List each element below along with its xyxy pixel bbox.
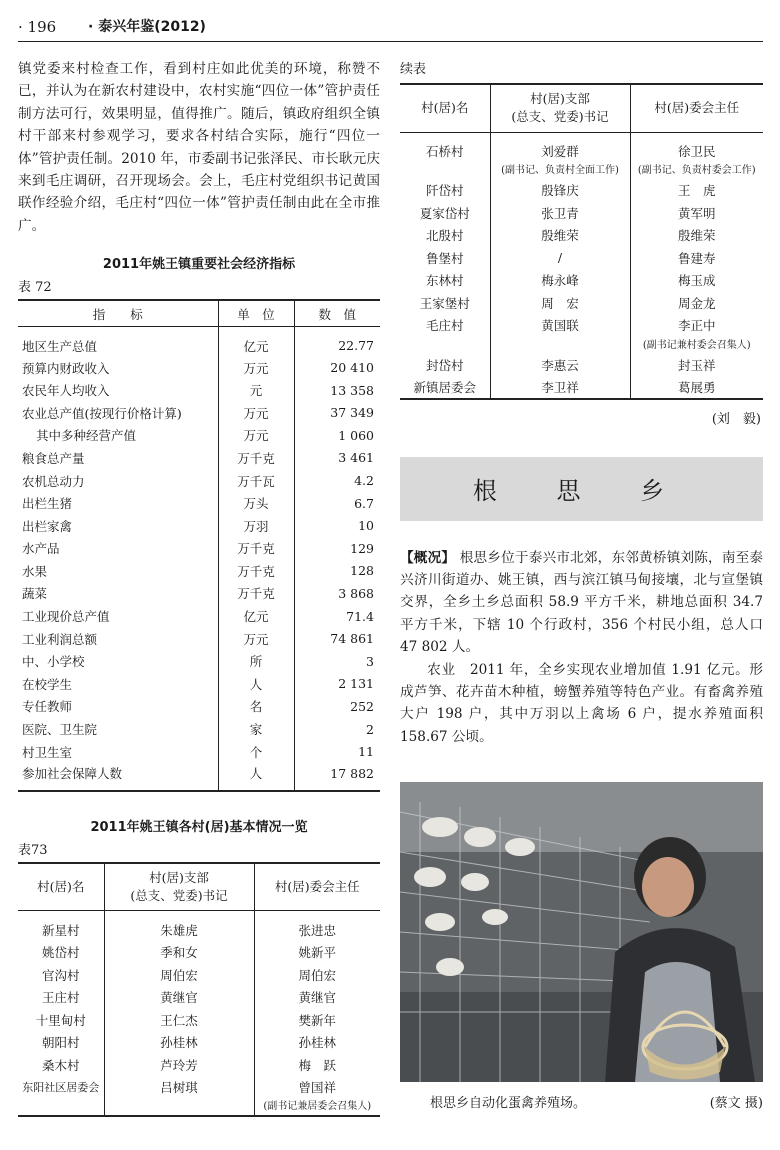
committee-director: 梅 跃 xyxy=(298,1057,336,1073)
indicator-name: 出栏生猪 xyxy=(22,496,73,512)
table73 xyxy=(18,862,380,1118)
page-number: · 196 xyxy=(18,18,57,36)
left-column xyxy=(18,58,380,1117)
committee-director: 梅玉成 xyxy=(677,273,716,289)
indicator-name: 在校学生 xyxy=(22,676,73,692)
indicator-name: 其中多种经营产值 xyxy=(36,428,137,444)
section-title: 根 思 乡 xyxy=(400,457,763,521)
village-name: 石桥村 xyxy=(425,144,464,160)
indicator-value: 71.4 xyxy=(346,608,374,624)
village-name: 新镇居委会 xyxy=(400,376,490,399)
party-secretary: 芦玲芳 xyxy=(104,1053,254,1076)
party-secretary: 吕树琪 xyxy=(104,1076,254,1099)
table72-row xyxy=(18,673,380,696)
indicator-name: 工业现价总产值 xyxy=(22,609,110,625)
party-secretary: 朱雄虎 xyxy=(104,911,254,941)
indicator-name: 工业利润总额 xyxy=(22,631,98,647)
page-header xyxy=(18,12,763,42)
table72-row xyxy=(18,401,380,424)
committee-director: (副书记兼村委会召集人) xyxy=(642,339,751,351)
village-name: 东林村 xyxy=(425,273,464,289)
indicator-value: 17 882 xyxy=(294,763,380,791)
indicator-name: 中、小学校 xyxy=(22,654,85,670)
party-secretary: 李惠云 xyxy=(490,354,630,377)
indicator-unit: 万头 xyxy=(218,492,294,515)
agriculture-tag: 农业 xyxy=(427,661,456,678)
indicator-value: 37 349 xyxy=(330,405,374,421)
table72-row xyxy=(18,627,380,650)
indicator-name: 蔬菜 xyxy=(22,586,48,602)
overview-tag: 【概况】 xyxy=(400,549,456,566)
party-secretary: / xyxy=(490,247,630,270)
village-name: 王家堡村 xyxy=(419,295,470,311)
table73-header-village: 村(居)名 xyxy=(18,863,104,911)
cont-header-secretary xyxy=(490,84,630,132)
village-name: 封岱村 xyxy=(425,357,464,373)
table73-header-secretary-line2: (总支、党委)书记 xyxy=(130,888,228,904)
table72-row xyxy=(18,514,380,537)
table73-row xyxy=(18,1076,380,1099)
committee-director: 姚新平 xyxy=(298,945,336,961)
committee-director: 黄军明 xyxy=(677,205,716,221)
village-name xyxy=(400,337,490,354)
village-name: 夏家岱村 xyxy=(419,205,470,221)
indicator-value: 10 xyxy=(358,518,374,534)
indicator-unit: 家 xyxy=(218,718,294,741)
committee-director: 樊新年 xyxy=(298,1012,336,1028)
indicator-name: 预算内财政收入 xyxy=(22,360,110,376)
table73-row xyxy=(18,986,380,1009)
village-name-empty xyxy=(18,1098,104,1116)
table72-row xyxy=(18,718,380,741)
cont-row xyxy=(400,292,763,315)
indicator-unit: 万千克 xyxy=(218,447,294,470)
party-secretary: 周 宏 xyxy=(490,292,630,315)
indicator-value: 6.7 xyxy=(354,495,374,511)
table72-row xyxy=(18,356,380,379)
cont-note-row xyxy=(400,162,763,179)
indicator-name: 专任教师 xyxy=(22,699,73,715)
indicator-value: 22.77 xyxy=(338,338,374,353)
cont-row xyxy=(400,314,763,337)
table72-row xyxy=(18,424,380,447)
indicator-value: 20 410 xyxy=(330,360,374,376)
indicator-value: 252 xyxy=(350,698,374,714)
committee-director: 曾国祥 xyxy=(298,1080,336,1096)
agriculture-text: 2011 年，全乡实现农业增加值 1.91 亿元。形成芦笋、花卉苗木种植，螃蟹养殖等特色产业。有畜禽养殖大户 198 户，其中万羽以上禽场 6 户，提水养殖面积 158.67 公顷。 xyxy=(400,661,764,745)
agriculture-paragraph xyxy=(400,659,763,749)
indicator-value: 3 xyxy=(366,653,374,669)
indicator-unit: 人 xyxy=(218,673,294,696)
village-name: 桑木村 xyxy=(41,1057,80,1073)
table72-header-indicator: 指 标 xyxy=(18,300,218,326)
table73-row xyxy=(18,1008,380,1031)
committee-director: (副书记、负责村委会工作) xyxy=(637,165,756,176)
party-secretary xyxy=(490,337,630,354)
village-name: 姚岱村 xyxy=(41,945,80,961)
right-column xyxy=(400,58,763,748)
village-name: 十里甸村 xyxy=(35,1012,86,1028)
village-name: 鲁堡村 xyxy=(425,250,464,266)
cont-row xyxy=(400,202,763,225)
cont-row xyxy=(400,224,763,247)
cont-row xyxy=(400,179,763,202)
continued-label: 续表 xyxy=(400,62,427,77)
table73-block xyxy=(18,816,380,1118)
photo-caption xyxy=(430,1092,763,1111)
village-name: 北殷村 xyxy=(425,228,464,244)
cont-header-village: 村(居)名 xyxy=(400,84,490,132)
table72-row xyxy=(18,537,380,560)
indicator-name: 出栏家禽 xyxy=(22,518,73,534)
indicator-value: 74 861 xyxy=(330,631,374,647)
village-name: 王庄村 xyxy=(41,990,80,1006)
table-author: (刘 毅) xyxy=(711,411,761,427)
indicator-unit: 名 xyxy=(218,695,294,718)
indicator-value: 129 xyxy=(350,540,374,556)
indicator-value: 11 xyxy=(358,744,374,760)
photo-credit: (蔡文 摄) xyxy=(709,1096,763,1111)
party-secretary: 季和女 xyxy=(104,941,254,964)
party-secretary: 黄国联 xyxy=(490,314,630,337)
cont-header-secretary-line1: 村(居)支部 xyxy=(530,91,590,107)
indicator-value: 4.2 xyxy=(354,473,374,489)
village-name: 阡岱村 xyxy=(425,183,464,199)
committee-director: 李正中 xyxy=(677,318,716,334)
indicator-unit: 万元 xyxy=(218,401,294,424)
committee-director: 王 虎 xyxy=(677,183,716,199)
indicator-value: 2 131 xyxy=(338,676,374,692)
indicator-name: 地区生产总值 xyxy=(22,338,98,354)
table72-row xyxy=(18,447,380,470)
intro-paragraph: 镇党委来村检查工作，看到村庄如此优美的环境，称赞不已，并认为在新农村建设中，农村实施“四位一体”管护责任制方法可行，效果明显，值得推广。随后，镇政府组织全镇村干部来村参观学习，要求各村结合实际，施行“四位一体”管护责任制。2010 年，市委副书记张泽民、市长耿元庆来到毛庄调研，召开现场会。会上，毛庄村党组织书记黄国联作经验介绍，毛庄村“四位一体”管护责任制由此在全市推广。 xyxy=(18,61,380,234)
indicator-value: 3 868 xyxy=(338,585,374,601)
table72-row xyxy=(18,492,380,515)
cont-row xyxy=(400,247,763,270)
indicator-unit: 万元 xyxy=(218,627,294,650)
table73-header-secretary xyxy=(104,863,254,911)
cont-row xyxy=(400,269,763,292)
cont-row xyxy=(400,376,763,399)
party-secretary: 梅永峰 xyxy=(490,269,630,292)
table73-header-director: 村(居)委会主任 xyxy=(254,863,380,911)
village-name: 朝阳村 xyxy=(41,1035,80,1051)
table73-caption: 2011年姚王镇各村(居)基本情况一览 xyxy=(90,819,308,835)
table73-number: 表73 xyxy=(18,842,48,858)
table72-header-value: 数 值 xyxy=(294,300,380,326)
table72-row xyxy=(18,326,380,356)
party-secretary: 孙桂林 xyxy=(104,1031,254,1054)
committee-director: 殷维荣 xyxy=(677,228,716,244)
party-secretary: 殷锋庆 xyxy=(490,179,630,202)
party-secretary: (副书记、负责村全面工作) xyxy=(490,162,630,179)
indicator-value: 3 461 xyxy=(338,450,374,466)
indicator-unit: 万千克 xyxy=(218,537,294,560)
party-secretary: 黄继官 xyxy=(104,986,254,1009)
party-secretary: 李卫祥 xyxy=(490,376,630,399)
overview-paragraph xyxy=(400,547,763,659)
party-secretary: 王仁杰 xyxy=(104,1008,254,1031)
indicator-unit: 万元 xyxy=(218,424,294,447)
indicator-unit: 人 xyxy=(218,763,294,791)
committee-director: 徐卫民 xyxy=(677,144,716,160)
table73-row xyxy=(18,941,380,964)
table73-header-secretary-line1: 村(居)支部 xyxy=(149,870,209,886)
table72-row xyxy=(18,650,380,673)
table73-row xyxy=(18,963,380,986)
director-note: (副书记兼居委会召集人) xyxy=(254,1098,380,1116)
village-name xyxy=(400,162,490,179)
indicator-unit: 元 xyxy=(218,379,294,402)
indicator-unit: 万羽 xyxy=(218,514,294,537)
table72-row xyxy=(18,560,380,583)
cont-row xyxy=(400,354,763,377)
committee-director: 封玉祥 xyxy=(677,357,716,373)
indicator-unit: 万千克 xyxy=(218,560,294,583)
table72-block xyxy=(18,253,380,792)
indicator-name: 农业总产值(按现行价格计算) xyxy=(22,405,182,421)
party-secretary: 刘爱群 xyxy=(490,132,630,162)
table72-row xyxy=(18,605,380,628)
book-title: · 泰兴年鉴(2012) xyxy=(88,19,206,35)
table73-row xyxy=(18,1053,380,1076)
table72-row xyxy=(18,379,380,402)
village-name: 新星村 xyxy=(41,923,80,939)
party-secretary: 张卫青 xyxy=(490,202,630,225)
table73-row xyxy=(18,911,380,941)
cont-header-secretary-line2: (总支、党委)书记 xyxy=(511,109,609,125)
indicator-unit: 亿元 xyxy=(218,605,294,628)
cont-note-row xyxy=(400,337,763,354)
table73-note-row xyxy=(18,1098,380,1116)
indicator-name: 水产品 xyxy=(22,541,60,557)
indicator-unit: 万千克 xyxy=(218,582,294,605)
indicator-value: 1 060 xyxy=(338,427,374,443)
indicator-unit: 万千瓦 xyxy=(218,469,294,492)
party-secretary: 殷维荣 xyxy=(490,224,630,247)
poultry-farm-photo xyxy=(400,782,763,1082)
indicator-unit: 亿元 xyxy=(218,326,294,356)
table72-caption: 2011年姚王镇重要社会经济指标 xyxy=(102,257,296,273)
secretary-empty xyxy=(104,1098,254,1116)
indicator-value: 128 xyxy=(350,563,374,579)
indicator-value: 2 xyxy=(366,721,374,737)
table72-number: 表 72 xyxy=(18,280,52,296)
indicator-name: 医院、卫生院 xyxy=(22,722,98,738)
photo-caption-text: 根思乡自动化蛋禽养殖场。 xyxy=(430,1096,587,1111)
committee-director: 孙桂林 xyxy=(298,1035,336,1051)
table72 xyxy=(18,299,380,792)
committee-director: 周伯宏 xyxy=(298,967,336,983)
overview-text: 根思乡位于泰兴市北郊，东邻黄桥镇刘陈，南至泰兴济川街道办、姚王镇，西与滨江镇马甸接壤，北与宣堡镇交界，全乡土乡总面积 58.9 平方千米，耕地总面积 34.7 平方千米，下辖 10 个行政村，356 个村民小组，总人口 47 802 人。 xyxy=(400,549,764,656)
table72-row xyxy=(18,763,380,791)
committee-director: 鲁建寿 xyxy=(677,250,716,266)
indicator-unit: 个 xyxy=(218,740,294,763)
committee-director: 周金龙 xyxy=(677,295,716,311)
party-secretary: 周伯宏 xyxy=(104,963,254,986)
table72-row xyxy=(18,582,380,605)
indicator-name: 村卫生室 xyxy=(22,744,73,760)
village-name: 东阳社区居委会 xyxy=(22,1081,100,1095)
table72-row xyxy=(18,740,380,763)
village-name: 毛庄村 xyxy=(425,318,464,334)
cont-header-director: 村(居)委会主任 xyxy=(630,84,763,132)
table73-row xyxy=(18,1031,380,1054)
table72-row xyxy=(18,695,380,718)
indicator-name: 水果 xyxy=(22,563,48,579)
indicator-name: 农民年人均收入 xyxy=(22,383,110,399)
indicator-unit: 所 xyxy=(218,650,294,673)
indicator-name: 农机总动力 xyxy=(22,473,85,489)
table72-header-unit: 单 位 xyxy=(218,300,294,326)
table72-row xyxy=(18,469,380,492)
indicator-name: 粮食总产量 xyxy=(22,450,85,466)
indicator-name: 参加社会保障人数 xyxy=(18,763,218,791)
continued-table xyxy=(400,83,763,400)
committee-director: 葛展勇 xyxy=(630,376,763,399)
indicator-value: 13 358 xyxy=(330,382,374,398)
cont-row xyxy=(400,132,763,162)
committee-director: 黄继官 xyxy=(298,990,336,1006)
indicator-unit: 万元 xyxy=(218,356,294,379)
committee-director: 张进忠 xyxy=(298,923,336,939)
village-name: 官沟村 xyxy=(41,967,80,983)
